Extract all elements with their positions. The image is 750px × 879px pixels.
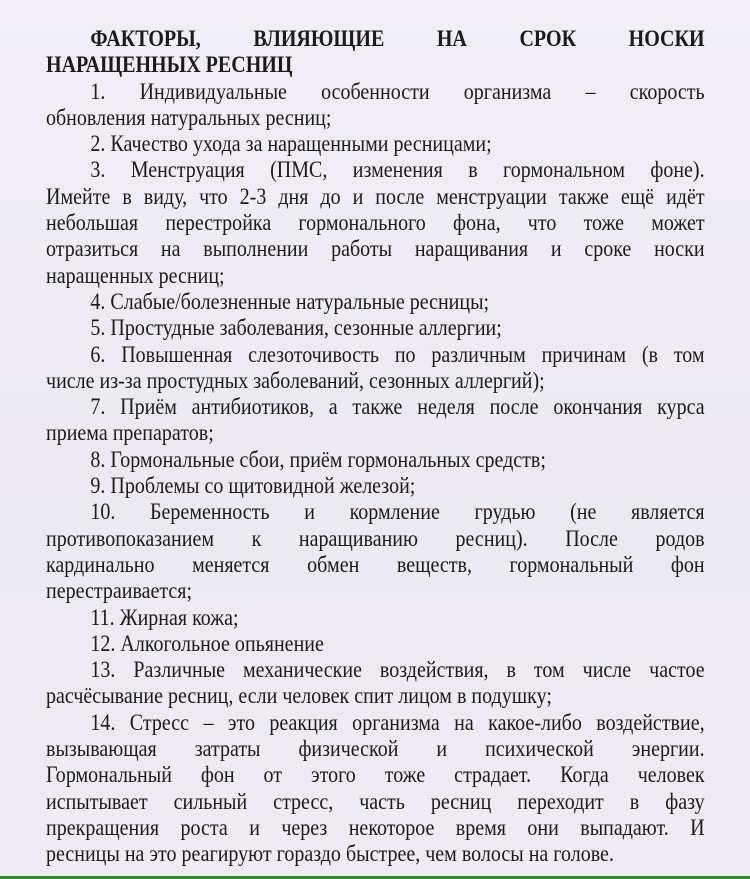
factor-line: 11. Жирная кожа; — [90, 604, 239, 630]
factor-line: 13. Различные механические воздействия, в том числе частое — [90, 657, 705, 683]
factor-list — [46, 79, 705, 868]
factor-item — [46, 447, 705, 473]
factor-item — [46, 499, 705, 604]
factor-line: прекращения роста и через некоторое время они выпадают. И — [46, 814, 705, 840]
factor-item — [46, 605, 705, 631]
factor-item — [46, 342, 705, 395]
factor-line: наращенных ресниц; — [46, 262, 225, 288]
factor-line: числе из-за простудных заболеваний, сезонных аллергий); — [46, 367, 545, 393]
factor-line: 3. Менструация (ПМС, изменения в гормональном фоне). — [90, 157, 705, 183]
factor-line: Гормональный фон от этого тоже страдает. Когда человек — [46, 762, 705, 788]
factor-line: 10. Беременность и кормление грудью (не является — [90, 499, 705, 525]
title-line: НАРАЩЕННЫХ РЕСНИЦ — [46, 52, 293, 78]
factor-line: противопоказанием к наращиванию ресниц). После родов — [46, 525, 705, 551]
factor-line: 9. Проблемы со щитовидной железой; — [90, 473, 416, 499]
factor-line: Имейте в виду, что 2-3 дня до и после менструации также ещё идёт — [46, 183, 705, 209]
factor-line: испытывает сильный стресс, часть ресниц переходит в фазу — [46, 788, 705, 814]
factor-line: перестраивается; — [46, 578, 193, 604]
factor-item — [46, 79, 705, 132]
document — [46, 26, 705, 868]
factor-line: 14. Стресс – это реакция организма на какое-либо воздействие, — [90, 709, 705, 735]
factor-line: 5. Простудные заболевания, сезонные аллергии; — [90, 315, 502, 341]
factor-line: приема препаратов; — [46, 420, 214, 446]
document-title — [46, 26, 705, 79]
factor-line: вызывающая затраты физической и психической энергии. — [46, 736, 705, 762]
factor-item — [46, 657, 705, 710]
factor-item — [46, 631, 705, 657]
factor-line: 6. Повышенная слезоточивость по различным причинам (в том — [90, 341, 705, 367]
factor-item — [46, 394, 705, 447]
factor-line: обновления натуральных ресниц; — [46, 104, 332, 130]
factor-line: расчёсывание ресниц, если человек спит лицом в подушку; — [46, 683, 552, 709]
factor-line: отразиться на выполнении работы наращивания и сроке носки — [46, 236, 705, 262]
factor-item — [46, 473, 705, 499]
factor-line: 8. Гормональные сбои, приём гормональных средств; — [90, 446, 546, 472]
factor-line: 2. Качество ухода за наращенными ресницами; — [90, 131, 492, 157]
factor-line: небольшая перестройка гормонального фона, что тоже может — [46, 210, 705, 236]
factor-line: 4. Слабые/болезненные натуральные ресницы; — [90, 288, 490, 314]
factor-item — [46, 157, 705, 288]
factor-line: 7. Приём антибиотиков, а также неделя после окончания курса — [90, 394, 705, 420]
factor-line: 1. Индивидуальные особенности организма – скорость — [90, 78, 705, 104]
factor-line: кардинально меняется обмен веществ, гормональный фон — [46, 551, 705, 577]
title-line: ФАКТОРЫ, ВЛИЯЮЩИЕ НА СРОК НОСКИ — [90, 26, 705, 51]
factor-line: 12. Алкогольное опьянение — [90, 630, 324, 656]
factor-item — [46, 710, 705, 868]
factor-item — [46, 315, 705, 341]
factor-item — [46, 131, 705, 157]
factor-line: ресницы на это реагируют гораздо быстрее, чем волосы на голове. — [46, 841, 614, 867]
factor-item — [46, 289, 705, 315]
